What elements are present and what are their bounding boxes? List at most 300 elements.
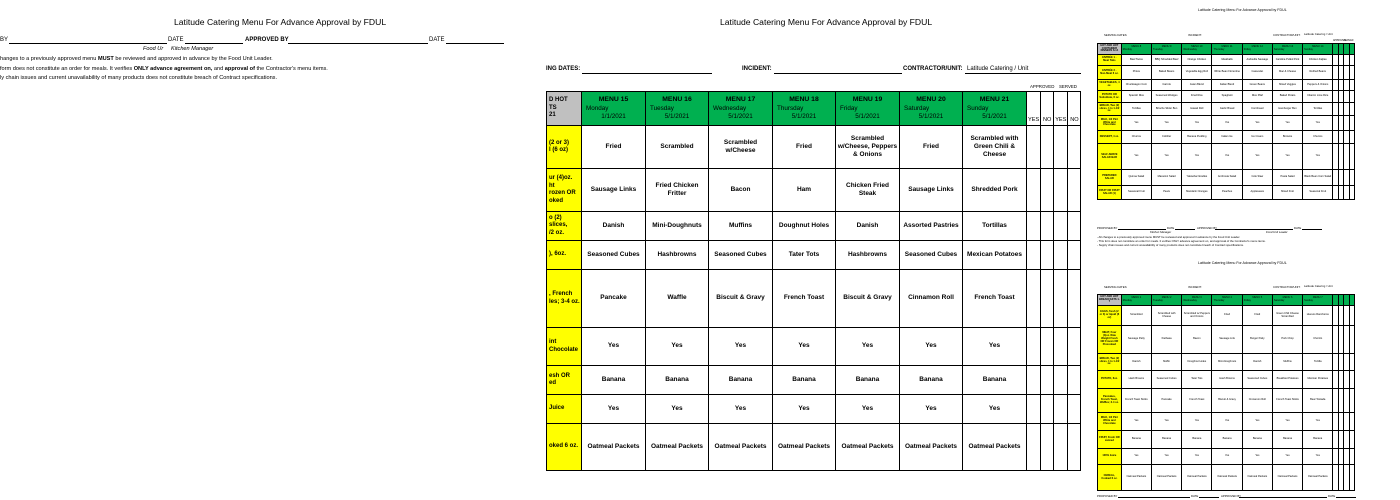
check-cell[interactable] [1041,126,1054,169]
menu-item-cell: Scrambled w/ Peppers and Onions [1182,306,1212,326]
menu-item-cell: Muffins [709,212,773,241]
note-2: - This form does not constitute an order for meals. It verifies ONLY advance agreement on, and approval of the Contractor's menu items. [1097,239,1266,243]
menu-item-cell: Banana [1121,431,1151,449]
check-cell[interactable] [1349,91,1354,103]
check-cell[interactable] [1041,241,1054,270]
menu-name: MENU 9 [1161,45,1172,49]
menu-header-cell [1212,295,1242,306]
approved-label: APPROVED [1333,40,1346,42]
menu-item-cell: Oatmeal Packets [1182,465,1212,491]
menu-item-cell: Tortillas [1303,103,1333,116]
served-label: SERVED [1344,40,1354,42]
menu-item-cell: Yes [582,328,646,366]
menu-item-cell: Churros [1121,131,1151,144]
menu-item-cell: Danish [582,212,646,241]
row-label: FRUIT, Fresh OR canned [1098,431,1122,449]
row-label: Juice [547,395,582,424]
menu-day: Saturday [1273,299,1285,302]
menu-item-cell: French Toast [1182,389,1212,413]
menu-item-cell: Yes [1121,144,1151,170]
menu-item-cell: Sausage Link [1212,326,1242,354]
date2-label: DATE [1328,494,1336,498]
menu-item-cell: Mexican Potatoes [1303,371,1333,389]
menu-row [1098,103,1355,116]
check-cell[interactable] [1349,103,1354,116]
menu-item-cell: Yes [836,328,900,366]
menu-item-cell: Oatmeal Packets [1272,465,1302,491]
row-label: DESSERT, 4 oz. [1098,131,1122,144]
menu-item-cell: Yes [773,395,836,424]
menu-row [1098,144,1355,170]
menu-item-cell: Cornbread [1242,103,1272,116]
menu-item-cell: Scrambled w/Cheese [709,126,773,169]
menu-day: Wednesday [1183,48,1197,51]
menu-row [1098,389,1355,413]
check-cell[interactable] [1054,270,1068,328]
row-label: POTATO OR Substitute, 6 oz. [1098,91,1122,103]
date2-line[interactable] [1302,229,1322,230]
date-line[interactable] [185,43,243,44]
menu-item-cell: Oatmeal Packets [1121,465,1151,491]
check-cell[interactable] [1349,465,1354,491]
menu-item-cell: Danish [836,212,900,241]
row-label: BREAD, Two (2) slices, 1 to 1-1/2 oz. [1098,354,1122,371]
menu-header-cell [773,92,836,126]
check-cell[interactable] [1027,328,1041,366]
approved-by-label: APPROVED BY [1221,494,1242,498]
menu-day: Thursday [1213,48,1225,51]
menu-row [547,366,1081,395]
menu-name: MENU 16 [662,95,692,103]
menu-row [1098,131,1355,144]
row-label: CEREAL, Cooked 6 oz. [1098,465,1122,491]
check-cell[interactable] [1041,270,1054,328]
menu-header-cell [1182,44,1212,55]
check-cell[interactable] [1041,212,1054,241]
menu-item-cell: Oatmeal Packets [1151,465,1181,491]
menu-item-cell: French Toast Sticks [1121,389,1151,413]
menu-day: Thursday [1213,299,1225,302]
menu-item-cell: Pintos [1121,66,1151,80]
menu-name: MENU 17 [725,95,756,103]
menu-item-cell: Yes [1182,449,1212,465]
menu-item-cell: Green Chili Cheese Scrambled [1272,306,1302,326]
row-label: SELF-SERVE SALAD BAR [1098,144,1122,170]
check-cell[interactable] [1349,131,1354,144]
menu-item-cell: Yes [1272,449,1302,465]
menu-item-cell: Brownie [1272,131,1302,144]
menu-name: MENU 19 [852,95,883,103]
menu-name: MENU 1 [1131,296,1142,300]
check-header-cell [1349,295,1354,306]
menu-item-cell: Yes [1272,144,1302,170]
menu-item-cell: Yes [1272,413,1302,431]
menu-item-cell: Yes [963,328,1027,366]
menu-item-cell: Scrambled [1121,306,1151,326]
menu-item-cell: Yes [1212,413,1242,431]
serving-dates-label: SERVING DATES: [1104,285,1128,289]
menu-item-cell: Seasoned Wedges [1151,91,1181,103]
date-label: DATE [1167,226,1175,230]
menu-header-cell [1272,295,1302,306]
menu-item-cell: French Toast Sticks [1272,389,1302,413]
menu-name: MENU 13 [1281,45,1294,49]
date2-line[interactable] [1336,497,1356,498]
menu-row [1098,170,1355,186]
menu-item-cell: Pancake [582,270,646,328]
check-cell[interactable] [1041,328,1054,366]
menu-item-cell: Chicken Fried Steak [836,169,900,212]
menu-header-cell [1242,44,1272,55]
menu-row [547,169,1081,212]
approved-by-line[interactable] [288,43,428,44]
menu-item-cell: Seasonal Fruit [1121,186,1151,200]
menu-item-cell: Yes [1212,144,1242,170]
menu-item-cell: Seasoned Cubes [1151,371,1181,389]
menu-item-cell: Chuckwagon Corn [1121,80,1151,91]
menu-item-cell: Bear Tostada [1303,389,1333,413]
menu-item-cell: Muffin [1151,354,1181,371]
menu-item-cell: Yes [1151,449,1181,465]
menu-item-cell: Seasoned Cubes [1242,371,1272,389]
menu-item-cell: Yes [1121,413,1151,431]
menu-row [1098,91,1355,103]
menu-item-cell: Tortilla [1303,354,1333,371]
menu-item-cell: Cole Slaw [1242,170,1272,186]
menu-day: Sunday [1304,299,1313,302]
menu-day: Tuesday [1152,48,1163,51]
proposed-by-label: PROPOSED BY [1097,494,1118,498]
menu-item-cell: Fried [900,126,963,169]
row-label: MEAT, Four (4)oz. Raw Weight Fresh OR Frozen OR Precooked [1098,326,1122,354]
menu-item-cell: Yes [1151,144,1181,170]
menu-item-cell: Danish [1121,354,1151,371]
menu-day: Friday [840,104,858,112]
date2-line[interactable] [446,43,504,44]
kitchen-manager-label: Kitchen Manager [1150,230,1172,234]
serving-dates-line[interactable] [582,73,712,74]
by-line[interactable] [9,43,167,44]
check-cell[interactable] [1068,126,1081,169]
yes-column-header: YES [1027,92,1041,126]
row-label: esh OR ed [547,366,582,395]
check-cell[interactable] [1349,326,1354,354]
menu-item-cell: Oatmeal Packets [900,424,963,471]
menu-item-cell: French Toast [963,270,1027,328]
menu-row [1098,186,1355,200]
row-label: PREPARED SALAD [1098,170,1122,186]
row-label: ur (4)oz. ht rozen OR oked [547,169,582,212]
menu-item-cell: Yes [1121,116,1151,131]
date-line[interactable] [1175,229,1195,230]
date-line[interactable] [1199,497,1219,498]
row-label: EGGS, fresh (2 or 3) or liquid (6 oz) [1098,306,1122,326]
menu-item-cell: Yes [1182,116,1212,131]
menu-header-cell [1151,44,1181,55]
menu-item-cell: Yes [1303,144,1333,170]
contractor-value: Latitude Catering / Unit [1304,32,1333,36]
check-cell[interactable] [1349,389,1354,413]
menu-item-cell: Tortillas [1121,103,1151,116]
menu-row [1098,116,1355,131]
contractor-label: CONTRACTOR/UNIT: [1273,285,1301,289]
menu-row [547,424,1081,471]
check-cell[interactable] [1068,241,1081,270]
menu-day: Friday [1243,48,1251,51]
menu-name: MENU 20 [916,95,946,103]
approved-by-label: APPROVED BY [245,37,289,43]
check-cell[interactable] [1054,169,1068,212]
food-unit-label: Food Ur [143,46,164,52]
check-cell[interactable] [1027,424,1041,471]
menu-item-cell: Carolina Pulled Pork [1272,55,1302,66]
row-label: o (2) slices, /2 oz. [547,212,582,241]
check-cell[interactable] [1349,371,1354,389]
menu-name: MENU 7 [1312,296,1323,300]
row-header-label: HOT AND HOT BREAKFASTS 1-7 [1098,295,1122,306]
check-cell[interactable] [1349,66,1354,80]
menu-item-cell: Yes [836,395,900,424]
check-cell[interactable] [1054,241,1068,270]
menu-item-cell: Pasta Salad [1272,170,1302,186]
check-cell[interactable] [1027,169,1041,212]
check-cell[interactable] [1068,395,1081,424]
check-cell[interactable] [1349,170,1354,186]
menu-header-row [547,92,1081,126]
check-cell[interactable] [1068,212,1081,241]
check-cell[interactable] [1041,424,1054,471]
row-label: ), 6oz. [547,241,582,270]
menu-name: MENU 6 [1282,296,1293,300]
menu-row [547,328,1081,366]
menu-item-cell: Sausage Links [900,169,963,212]
menu-row [547,270,1081,328]
menu-item-cell: Mandarin Oranges [1182,186,1212,200]
menu-item-cell: Mini-Doughnuts [1212,354,1242,371]
menu-item-cell: Doughnut Holes [773,212,836,241]
page-title: Latitude Catering Menu For Advance Approval by FDUL [720,17,933,27]
incident-line[interactable] [774,73,902,74]
menu-item-cell: Andouille Sausage [1242,55,1272,66]
check-cell[interactable] [1054,424,1068,471]
check-cell[interactable] [1041,395,1054,424]
date2-label: DATE [429,37,445,43]
menu-item-cell: Peppers & Onions [1303,80,1333,91]
check-cell[interactable] [1054,126,1068,169]
menu-item-cell: Tortillas [963,212,1027,241]
menu-item-cell: Yes [1242,116,1272,131]
check-cell[interactable] [1068,366,1081,395]
menu-item-cell: Fried [773,126,836,169]
menu-item-cell: Green Beans [1242,80,1272,91]
check-cell[interactable] [1068,328,1081,366]
check-cell[interactable] [1349,80,1354,91]
menu-item-cell: Yes [646,328,709,366]
approved-by-line[interactable] [1239,497,1327,498]
check-cell[interactable] [1068,424,1081,471]
menu-row [1098,306,1355,326]
menu-day: Monday [1122,299,1132,302]
menu-item-cell: Yes [1242,144,1272,170]
check-cell[interactable] [1349,55,1354,66]
menu-row [1098,449,1355,465]
menu-item-cell: Tater Tots [1182,371,1212,389]
menu-item-cell: Fried [582,126,646,169]
check-cell[interactable] [1068,169,1081,212]
menu-item-cell: Yes [1151,116,1181,131]
no-column-header: NO [1041,92,1054,126]
menu-header-cell [1303,44,1333,55]
menu-item-cell: Scrambled [646,126,709,169]
menu-item-cell: Oatmeal Packets [773,424,836,471]
menu-item-cell: Kielbasa [1151,326,1181,354]
menu-item-cell: Biscuit & Gravy [1212,389,1242,413]
menu-item-cell: Cinnamon Roll [1242,389,1272,413]
dinner-menu-table [1097,43,1355,200]
menu-item-cell: Oatmeal Packets [646,424,709,471]
incident-label: INCIDENT: [742,66,772,72]
menu-item-cell: Hash Browns [1121,371,1151,389]
check-cell[interactable] [1027,212,1041,241]
menu-item-cell: Fried [1242,306,1272,326]
menu-item-cell: Yes [1303,449,1333,465]
menu-item-cell: Rice Pilaf [1242,91,1272,103]
menu-item-cell: Bacon [709,169,773,212]
menu-item-cell: Yes [646,395,709,424]
menu-item-cell: Ice Cream [1242,131,1272,144]
menu-item-cell: Oatmeal Packets [1242,465,1272,491]
menu-item-cell: Beef Tacos [1121,55,1151,66]
menu-item-cell: Mexican Potatoes [963,241,1027,270]
served-label: SERVED [1059,84,1077,89]
breakfast-menu-table [546,91,1081,471]
check-cell[interactable] [1027,270,1041,328]
menu-day: Wednesday [713,104,747,112]
menu-header-cell [900,92,963,126]
note-3: ly chain issues and current unavailability of many products does not constitute breach of Contract specifications. [0,75,278,81]
check-cell[interactable] [1054,328,1068,366]
row-label: 100% Juice [1098,449,1122,465]
menu-item-cell: Scrambled with Cheese [1151,306,1181,326]
row-label: , French les; 3-4 oz. [547,270,582,328]
menu-item-cell: Seasoned Cubes [900,241,963,270]
menu-item-cell: Cobbler [1151,131,1181,144]
menu-name: MENU 21 [979,95,1010,103]
menu-item-cell: White Bean Florentine [1212,66,1242,80]
check-cell[interactable] [1349,306,1354,326]
menu-name: MENU 14 [1312,45,1324,49]
menu-item-cell: Hamburger Bun [1272,103,1302,116]
proposed-by-line[interactable] [1118,497,1190,498]
menu-header-row [1098,295,1355,306]
menu-name: MENU 5 [1252,296,1263,300]
menu-item-cell: Cassoulet [1242,66,1272,80]
serving-dates-label: SERVING DATES: [1104,33,1128,37]
menu-name: MENU 4 [1222,296,1232,300]
menu-item-cell: Yes [1242,449,1272,465]
left-page [0,0,545,500]
menu-item-cell: Sausage Links [582,169,646,212]
check-cell[interactable] [1027,126,1041,169]
menu-item-cell: Banana [1272,431,1302,449]
menu-item-cell: Sausage Patty [1121,326,1151,354]
menu-name: MENU 10 [1191,45,1203,49]
check-cell[interactable] [1054,212,1068,241]
menu-item-cell: Oatmeal Packets [836,424,900,471]
menu-day: Sunday [1304,48,1313,51]
menu-row [1098,431,1355,449]
check-cell[interactable] [1349,186,1354,200]
row-label: (2 or 3) l (6 oz) [547,126,582,169]
menu-header-cell [963,92,1027,126]
row-header-label: HOT AND HOT CONTAINER DINNERS 8-14 [1098,44,1122,55]
menu-item-cell: Banana [773,366,836,395]
menu-item-cell: Banana [646,366,709,395]
menu-item-cell: Banana Pudding [1182,131,1212,144]
check-cell[interactable] [1349,144,1354,170]
check-cell[interactable] [1027,241,1041,270]
menu-item-cell: Italian Blend [1212,80,1242,91]
menu-item-cell: Macaroni Salad [1151,170,1181,186]
menu-item-cell: Orange Chicken [1182,55,1212,66]
menu-item-cell: Muffins [1272,354,1302,371]
approved-by-label: APPROVED BY [1197,226,1218,230]
check-cell[interactable] [1027,366,1041,395]
no-column-header: NO [1068,92,1081,126]
approved-label: APPROVED [1030,84,1055,89]
menu-item-cell: Tater Tots [773,241,836,270]
menu-item-cell: Waffle [646,270,709,328]
yes-column-header: YES [1054,92,1068,126]
menu-item-cell: Mixed Veggies [1272,80,1302,91]
page-title: Latitude Catering Menu For Advance Approval by FDUL [174,17,387,27]
menu-item-cell: Vegetable Egg Roll [1182,66,1212,80]
menu-item-cell: Banana [836,366,900,395]
check-cell[interactable] [1027,395,1041,424]
check-cell[interactable] [1054,395,1068,424]
menu-item-cell: Pancake [1151,389,1181,413]
menu-row [547,241,1081,270]
check-cell[interactable] [1349,354,1354,371]
check-cell[interactable] [1054,366,1068,395]
note-2: form does not constitute an order for meals. It verifies ONLY advance agreement on, and approval of the Contractor's menu items. [0,66,328,72]
menu-day: Monday [1122,48,1132,51]
date2-label: DATE [1294,226,1302,230]
menu-item-cell: Seasoned Cubes [709,241,773,270]
row-label: ENTRÉE 1 - Meat Tabs [1098,55,1122,66]
menu-header-cell [1151,295,1181,306]
note-3: - Supply chain issues and current unavailability of many products does not constitute breach of Contract specifications. [1097,243,1244,247]
check-cell[interactable] [1349,116,1354,131]
check-cell[interactable] [1068,270,1081,328]
menu-item-cell: Yes [1182,413,1212,431]
proposed-by-label: PROPOSED BY [1097,226,1118,230]
menu-item-cell: Yes [900,328,963,366]
check-cell[interactable] [1041,169,1054,212]
check-cell[interactable] [1349,431,1354,449]
menu-item-cell: Black Bean Corn Salad [1303,170,1333,186]
page-title: Latitude Catering Menu For Advance Approval by FDUL [1198,8,1287,12]
check-cell[interactable] [1041,366,1054,395]
row-label: int Chocolate [547,328,582,366]
menu-item-cell: Ambrosia Salad [1212,170,1242,186]
check-cell[interactable] [1349,449,1354,465]
check-cell[interactable] [1349,413,1354,431]
menu-name: MENU 18 [789,95,819,103]
menu-item-cell: Fried Rice [1182,91,1212,103]
contractor-label: CONTRACTOR/UNIT: [1273,33,1301,37]
menu-item-cell: Hawaii Roll [1182,103,1212,116]
